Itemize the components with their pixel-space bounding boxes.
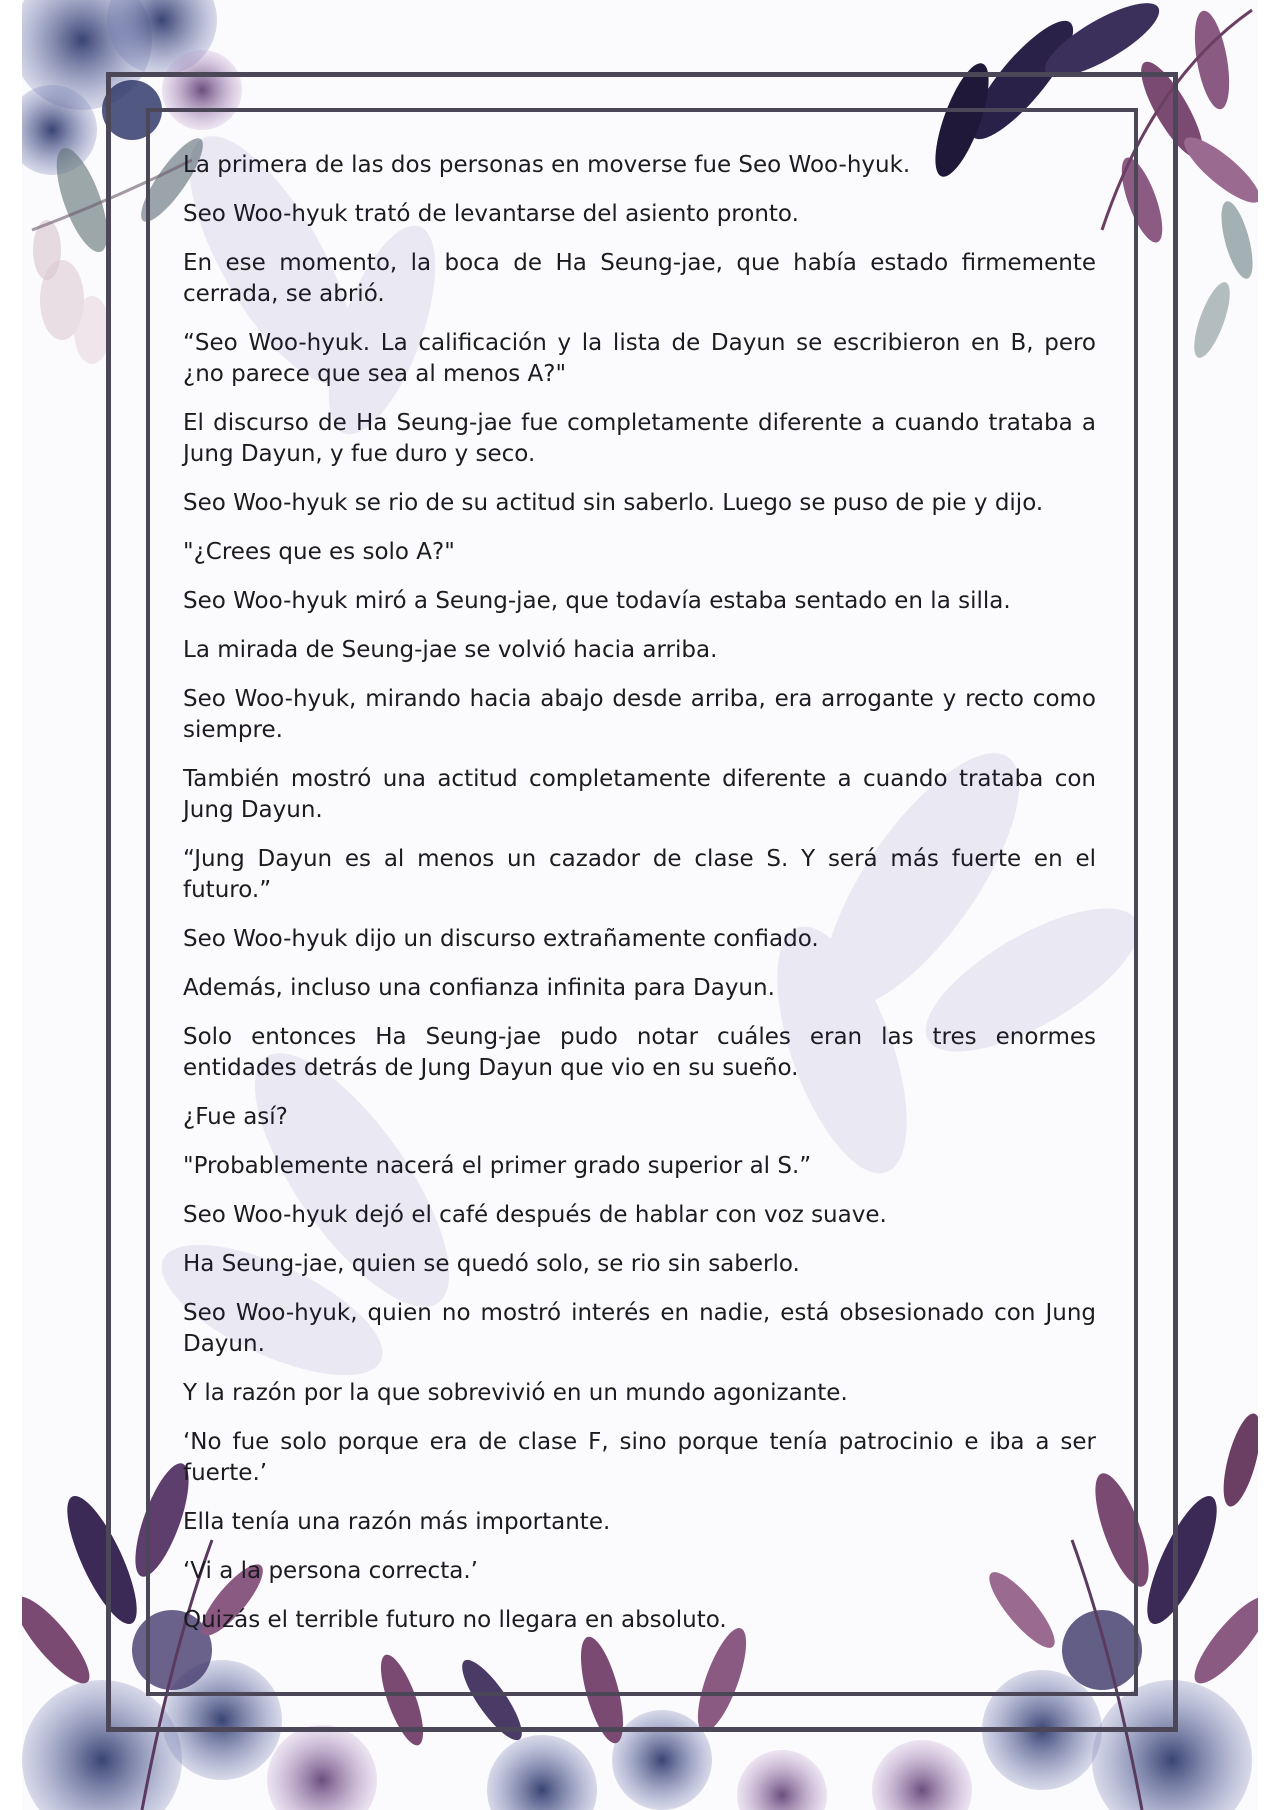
paragraph: Y la razón por la que sobrevivió en un mundo agonizante. [183, 1380, 848, 1406]
paragraph: Seo Woo-hyuk, mirando hacia abajo desde arriba, era arrogante y recto como siempre. [183, 686, 1096, 743]
paragraph: Solo entonces Ha Seung-jae pudo notar cuáles eran las tres enormes entidades detrás de Jung Dayun que vio en su sueño. [183, 1024, 1096, 1081]
paragraph: Además, incluso una confianza infinita para Dayun. [183, 975, 775, 1001]
story-text [183, 150, 1096, 1654]
paragraph: “Jung Dayun es al menos un cazador de clase S. Y será más fuerte en el futuro.” [183, 846, 1096, 903]
paragraph: ‘Vi a la persona correcta.’ [183, 1558, 478, 1584]
page [22, 0, 1258, 1810]
paragraph: Ha Seung-jae, quien se quedó solo, se rio sin saberlo. [183, 1251, 800, 1277]
paragraph: Seo Woo-hyuk trató de levantarse del asiento pronto. [183, 201, 799, 227]
paragraph: Seo Woo-hyuk se rio de su actitud sin saberlo. Luego se puso de pie y dijo. [183, 490, 1044, 516]
paragraph: “Seo Woo-hyuk. La calificación y la lista de Dayun se escribieron en B, pero ¿no parece que sea al menos A?" [183, 330, 1096, 387]
paragraph: La primera de las dos personas en moverse fue Seo Woo-hyuk. [183, 152, 911, 178]
paragraph: Seo Woo-hyuk dijo un discurso extrañamente confiado. [183, 926, 819, 952]
paragraph: "¿Crees que es solo A?" [183, 539, 455, 565]
paragraph: Seo Woo-hyuk, quien no mostró interés en nadie, está obsesionado con Jung Dayun. [183, 1300, 1096, 1357]
paragraph: Quizás el terrible futuro no llegara en absoluto. [183, 1607, 727, 1633]
paragraph: En ese momento, la boca de Ha Seung-jae, que había estado firmemente cerrada, se abrió. [183, 250, 1096, 307]
paragraph: La mirada de Seung-jae se volvió hacia arriba. [183, 637, 718, 663]
paragraph: También mostró una actitud completamente diferente a cuando trataba con Jung Dayun. [183, 766, 1096, 823]
paragraph: Seo Woo-hyuk miró a Seung-jae, que todavía estaba sentado en la silla. [183, 588, 1011, 614]
paragraph: Ella tenía una razón más importante. [183, 1509, 611, 1535]
paragraph: El discurso de Ha Seung-jae fue completamente diferente a cuando trataba a Jung Dayun, y fue duro y seco. [183, 410, 1096, 467]
paragraph: ¿Fue así? [183, 1104, 288, 1130]
paragraph: "Probablemente nacerá el primer grado superior al S.” [183, 1153, 812, 1179]
paragraph: Seo Woo-hyuk dejó el café después de hablar con voz suave. [183, 1202, 887, 1228]
paragraph: ‘No fue solo porque era de clase F, sino porque tenía patrocinio e iba a ser fuerte.’ [183, 1429, 1096, 1486]
